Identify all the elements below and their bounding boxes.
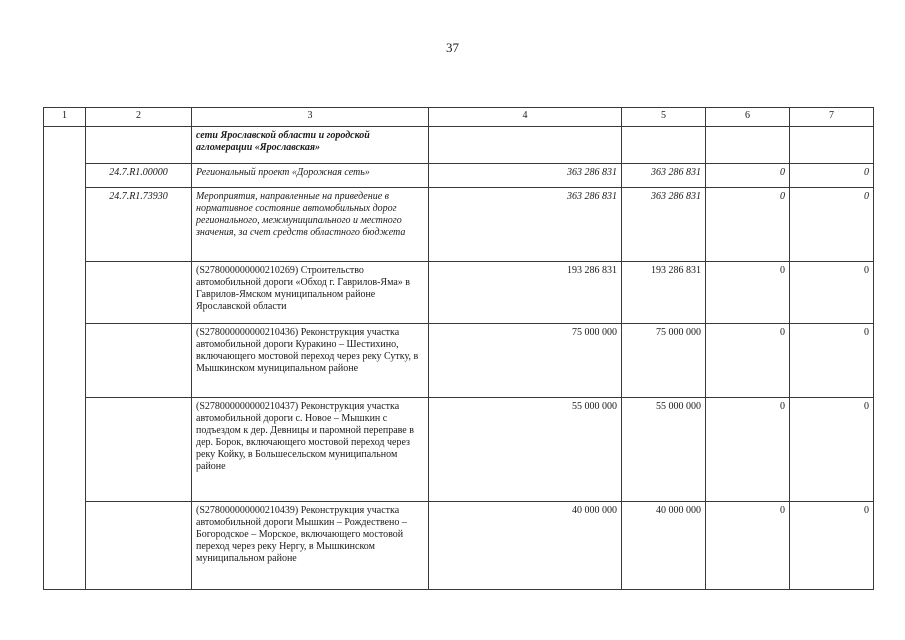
code-cell: 24.7.R1.00000	[86, 164, 192, 188]
table-row	[44, 188, 874, 262]
table-row	[44, 164, 874, 188]
column-header: 6	[706, 108, 790, 127]
amount-cell	[622, 127, 706, 164]
amount-cell: 0	[706, 188, 790, 262]
amount-cell: 193 286 831	[622, 262, 706, 324]
description-cell: (S278000000000210439) Реконструкция участка автомобильной дороги Мышкин – Рождествено – Богородское – Морское, включающего мостовой переход через реку Нергу, в Мышкинском муниципальном районе	[192, 502, 429, 590]
budget-table	[43, 107, 874, 590]
code-cell	[86, 324, 192, 398]
table-row	[44, 262, 874, 324]
amount-cell: 55 000 000	[622, 398, 706, 502]
amount-cell: 0	[706, 398, 790, 502]
code-cell	[86, 127, 192, 164]
amount-cell: 0	[706, 262, 790, 324]
amount-cell: 40 000 000	[622, 502, 706, 590]
description-cell: (S278000000000210269) Строительство автомобильной дороги «Обход г. Гаврилов-Яма» в Гаврилов-Ямском муниципальном районе Ярославской области	[192, 262, 429, 324]
amount-cell: 363 286 831	[622, 188, 706, 262]
code-cell	[86, 502, 192, 590]
column-header: 2	[86, 108, 192, 127]
amount-cell: 40 000 000	[429, 502, 622, 590]
amount-cell: 0	[790, 164, 874, 188]
description-cell: Региональный проект «Дорожная сеть»	[192, 164, 429, 188]
amount-cell: 0	[706, 324, 790, 398]
description-cell: Мероприятия, направленные на приведение в нормативное состояние автомобильных дорог регионального, межмуниципального и местного значения, за счет средств областного бюджета	[192, 188, 429, 262]
code-cell	[86, 262, 192, 324]
column-header: 4	[429, 108, 622, 127]
amount-cell: 0	[790, 502, 874, 590]
table-header-row	[44, 108, 874, 127]
amount-cell: 75 000 000	[622, 324, 706, 398]
description-cell: (S278000000000210436) Реконструкция участка автомобильной дороги Куракино – Шестихино, включающего мостовой переход через реку Сутку, в Мышкинском муниципальном районе	[192, 324, 429, 398]
table-row	[44, 127, 874, 164]
row-number-cell	[44, 127, 86, 590]
description-cell: сети Ярославской области и городской агломерации «Ярославская»	[192, 127, 429, 164]
code-cell	[86, 398, 192, 502]
amount-cell	[706, 127, 790, 164]
description-cell: (S278000000000210437) Реконструкция участка автомобильной дороги с. Новое – Мышкин с подъездом к дер. Девницы и паромной переправе в дер. Борок, включающего мостовой переход через реку Койку, в Большесельском муниципальном районе	[192, 398, 429, 502]
amount-cell: 193 286 831	[429, 262, 622, 324]
code-cell: 24.7.R1.73930	[86, 188, 192, 262]
amount-cell	[790, 127, 874, 164]
amount-cell: 0	[790, 188, 874, 262]
amount-cell: 0	[706, 164, 790, 188]
table-row	[44, 502, 874, 590]
amount-cell: 0	[790, 398, 874, 502]
amount-cell: 0	[790, 262, 874, 324]
page-number: 37	[446, 40, 459, 55]
amount-cell: 0	[706, 502, 790, 590]
amount-cell: 363 286 831	[429, 164, 622, 188]
column-header: 1	[44, 108, 86, 127]
column-header: 5	[622, 108, 706, 127]
amount-cell: 363 286 831	[429, 188, 622, 262]
amount-cell: 55 000 000	[429, 398, 622, 502]
amount-cell	[429, 127, 622, 164]
table-row	[44, 324, 874, 398]
column-header: 7	[790, 108, 874, 127]
column-header: 3	[192, 108, 429, 127]
table-row	[44, 398, 874, 502]
amount-cell: 363 286 831	[622, 164, 706, 188]
amount-cell: 0	[790, 324, 874, 398]
amount-cell: 75 000 000	[429, 324, 622, 398]
